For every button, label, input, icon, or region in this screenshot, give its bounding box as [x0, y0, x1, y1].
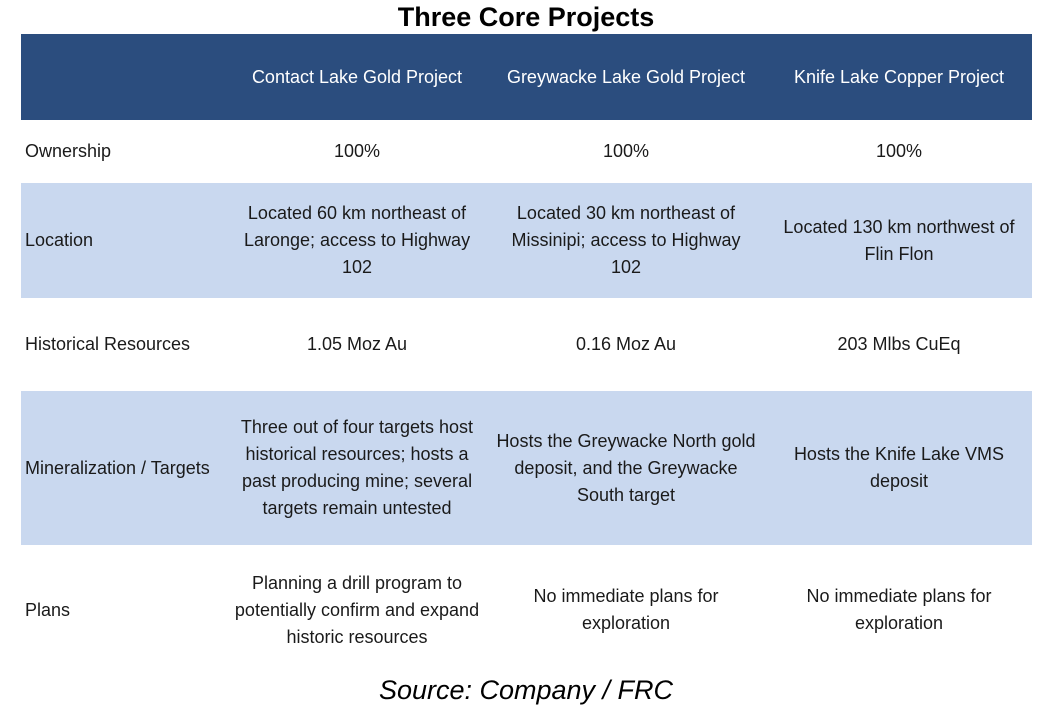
- cell-plans-contact: Planning a drill program to potentially confirm and expand historic resources: [234, 572, 480, 647]
- cell-location-greywacke: Located 30 km northeast of Missinipi; access to Highway 102: [511, 203, 741, 277]
- table-row-historical-resources: [21, 298, 1032, 391]
- source-caption: Source: Company / FRC: [378, 675, 674, 705]
- cell-ownership-greywacke: 100%: [602, 141, 650, 161]
- header-contact-lake: Contact Lake Gold Project: [251, 66, 463, 87]
- header-greywacke-lake: Greywacke Lake Gold Project: [506, 66, 746, 87]
- row-label-ownership: Ownership: [25, 141, 112, 161]
- row-label-mineralization: Mineralization / Targets: [25, 457, 210, 478]
- page-title: Three Core Projects: [397, 2, 655, 32]
- table-row-location: [21, 183, 1032, 298]
- row-label-location: Location: [25, 230, 94, 250]
- cell-location-knife: Located 130 km northwest of Flin Flon: [783, 216, 1015, 264]
- row-label-plans: Plans: [25, 599, 71, 620]
- header-knife-lake: Knife Lake Copper Project: [793, 66, 1005, 87]
- table-row-mineralization: [21, 391, 1032, 545]
- table-row-ownership: [21, 120, 1032, 183]
- cell-mineralization-greywacke: Hosts the Greywacke North gold deposit, and the Greywacke South target: [496, 430, 756, 505]
- cell-ownership-knife: 100%: [875, 141, 923, 161]
- cell-plans-greywacke: No immediate plans for exploration: [533, 586, 719, 633]
- projects-table: [21, 34, 1032, 677]
- cell-plans-knife: No immediate plans for exploration: [806, 586, 992, 633]
- header-blank-cell: [21, 34, 228, 120]
- cell-resources-knife: 203 Mlbs CuEq: [837, 334, 961, 354]
- cell-resources-greywacke: 0.16 Moz Au: [575, 334, 677, 354]
- cell-mineralization-knife: Hosts the Knife Lake VMS deposit: [793, 444, 1005, 491]
- table-header-row: [21, 34, 1032, 120]
- cell-mineralization-contact: Three out of four targets host historical resources; hosts a past producing mine; several targets remain untested: [240, 417, 474, 518]
- row-label-historical-resources: Historical Resources: [25, 334, 191, 354]
- cell-location-contact: Located 60 km northeast of Laronge; access to Highway 102: [243, 203, 471, 277]
- cell-ownership-contact: 100%: [333, 141, 381, 161]
- table-row-plans: [21, 545, 1032, 677]
- cell-resources-contact: 1.05 Moz Au: [306, 334, 408, 354]
